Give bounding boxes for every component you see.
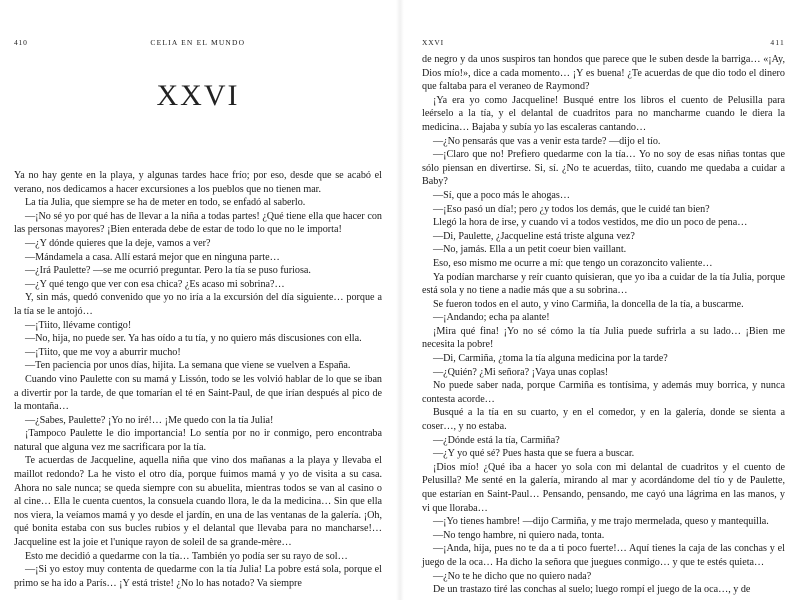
paragraph: —No, hija, no puede ser. Ya has oído a tu tía, y no quiero más discusiones con ella. (25, 333, 362, 345)
paragraph: —¡Si yo estoy muy contenta de quedarme con la tía Julia! La pobre está sola, porque el primo se ha ido a París… ¡Y está triste! ¿No lo has notado? Va siempre (14, 564, 382, 589)
paragraph: —Mándamela a casa. Allí estará mejor que en ninguna parte… (25, 251, 280, 263)
right-page-number: 411 (770, 38, 785, 47)
right-running-head: XXVI (422, 38, 444, 47)
paragraph: —No tengo hambre, ni quiero nada, tonta. (433, 529, 605, 541)
paragraph: Busqué a la tía en su cuarto, y en el comedor, y en la galería, donde se sienta a coser…, y no estaba. (422, 407, 785, 433)
paragraph: —Di, Paulette, ¿Jacqueline está triste alguna vez? (433, 230, 635, 242)
right-page-header (422, 0, 785, 47)
paragraph: —No, jamás. Ella a un petit coeur bien vaillant. (433, 244, 627, 256)
left-running-head: CELIA EN EL MUNDO (150, 38, 246, 47)
paragraph: —¿No te he dicho que no quiero nada? (433, 570, 592, 582)
paragraph: ¡Mira qué fina! ¡Yo no sé cómo la tía Julia puede sufrirla a su lado… ¡Bien me necesita la pobre! (422, 325, 785, 351)
paragraph: Ya no hay gente en la playa, y algunas tardes hace frío; por eso, desde que se acabó el verano, nos dedicamos a hacer excursiones a los pueblos que no tienen mar. (14, 170, 382, 195)
paragraph: —¿Dónde está la tía, Carmiña? (433, 434, 560, 446)
paragraph: —¿Y qué tengo que ver con esa chica? ¿Es acaso mi sobrina?… (25, 278, 285, 290)
paragraph: —¿Quién? ¿Mi señora? ¡Vaya unas coplas! (433, 366, 609, 378)
paragraph: —¡Claro que no! Prefiero quedarme con la tía… Yo no soy de esas niñas tontas que sólo piensan en divertirse. Si, sí. ¿No te acuerdas, tiito, cuando me quedaba a cuidar a Baby? (422, 149, 785, 188)
paragraph: —¿Irá Paulette? —se me ocurrió preguntar. Pero la tía se puso furiosa. (25, 265, 311, 277)
paragraph: —¿Y yo qué sé? Pues hasta que se fuera a buscar. (433, 448, 635, 460)
paragraph: La tía Julia, que siempre se ha de meter en todo, se enfadó al saberlo. (25, 197, 306, 209)
paragraph: Llegó la hora de irse, y cuando vi a todos vestidos, me dio un poco de pena… (433, 217, 748, 229)
paragraph: —¡Anda, hija, pues no te da a ti poco fuerte!… Aquí tienes la caja de las conchas y el juego de la oca… Ha dicho la señora que juegues conmigo… y que te estés quieta… (422, 543, 785, 568)
paragraph: De un trastazo tiré las conchas al suelo; luego rompí el juego de la oca…, y de (433, 584, 751, 596)
paragraph: —¡Tiito, que me voy a aburrir mucho! (25, 346, 181, 358)
paragraph: de negro y da unos suspiros tan hondos que parece que le suben desde la barriga… «¡Ay, Dios mío!», dice a cada momento… ¡Y es buena! ¿Te acuerdas de que dio todo el dinero que faltaba para el veraneo de Raymond? (422, 54, 785, 93)
paragraph: ¡Tampoco Paulette le dio importancia! Lo sentía por no ir conmigo, pero encontraba natural que alguna vez me sacrificara por la tía. (14, 428, 382, 453)
paragraph: Ya podían marcharse y reír cuanto quisieran, que yo iba a cuidar de la tía Julia, porque está sola y no tiene a nadie más que a su sobrina… (422, 271, 785, 297)
paragraph: Esto me decidió a quedarme con la tía… También yo podía ser su rayo de sol… (25, 550, 348, 562)
paragraph: —Ten paciencia por unos días, hijita. La semana que viene se vuelven a España. (25, 360, 351, 372)
paragraph: Te acuerdas de Jacqueline, aquella niña que vino dos mañanas a la playa y llevaba el maillot redondo? La he visto el otro día, porque fuimos mamá y yo de visita a su casa. Ahora no sale nunca; se queda siempre con su abuelita, mientras todos se van al casino o al cine… Ella le cuenta cuentos, la consuela cuando llora, le da la medicina… Sin que ella nos viera, la veíamos mamá y yo desde el jardín, en una de las ventanas de la galería. ¡Oh, qué bonita estaba con sus bucles rubios y el delantal que llevaba para no mancharse!… Jacqueline est la joie et l'unique rayon de soleil de sa grande-mère… (14, 455, 382, 549)
paragraph: —¿Y dónde quieres que la deje, vamos a ver? (25, 237, 211, 249)
paragraph: —¡Yo tienes hambre! —dijo Carmiña, y me trajo mermelada, queso y mantequilla. (433, 516, 769, 528)
paragraph: —¡Andando; echa pa alante! (433, 312, 550, 324)
right-page (400, 0, 800, 600)
paragraph: —¡Eso pasó un día!; pero ¿y todos los demás, que le cuidé tan bien? (433, 203, 710, 215)
left-page-text (14, 169, 382, 590)
paragraph: Cuando vino Paulette con su mamá y Lissón, todo se les volvió hablar de lo que se iban a divertir por la tarde, de que tomarían el té en Saint-Paul, de que irían después al pico de la montaña… (14, 373, 382, 413)
paragraph: Y, sin más, quedó convenido que yo no iría a la excursión del día siguiente… porque a la tía se le antojó… (14, 292, 382, 317)
left-page-header (14, 0, 382, 47)
left-page-number: 410 (14, 38, 28, 47)
paragraph: No puede saber nada, porque Carmiña es tontísima, y además muy borrica, y nunca contesta acorde… (422, 380, 785, 405)
paragraph: —¡No sé yo por qué has de llevar a la niña a todas partes! ¿Qué tiene ella que hacer con las personas mayores? ¡Bien enterada debe de estar de todo lo que no le importa! (14, 210, 382, 236)
paragraph: —¿No pensarás que vas a venir esta tarde? —dijo el tío. (433, 135, 661, 147)
paragraph: —¡Tiito, llévame contigo! (25, 319, 132, 331)
chapter-title: XXVI (156, 79, 240, 112)
paragraph: —¿Sabes, Paulette? ¡Yo no iré!… ¡Me quedo con la tía Julia! (25, 414, 274, 426)
paragraph: —Di, Carmiña, ¿toma la tía alguna medicina por la tarde? (433, 353, 668, 365)
paragraph: ¡Ya era yo como Jacqueline! Busqué entre los libros el cuento de Pelusilla para leérselo a la tía, y el delantal de cuadritos para no mancharme cuando le diera la medicina… Bajaba y subía yo las escaleras cantando… (422, 94, 785, 133)
paragraph: Se fueron todos en el auto, y vino Carmiña, la doncella de la tía, a buscarme. (433, 298, 744, 310)
right-page-text (422, 53, 785, 597)
paragraph: ¡Dios mío! ¿Qué iba a hacer yo sola con mi delantal de cuadritos y el cuento de Pelusilla? Me senté en la galería, mirando al mar y acordándome del tío y de Paulette, que estarían en Saint-Paul… Pensando, pensando, me cayó una lágrima en las manos, y vi que lloraba… (422, 461, 785, 514)
paragraph: Eso, eso mismo me ocurre a mí: que tengo un corazoncito valiente… (433, 257, 713, 269)
paragraph: —Sí, que a poco más le ahogas… (433, 189, 570, 201)
